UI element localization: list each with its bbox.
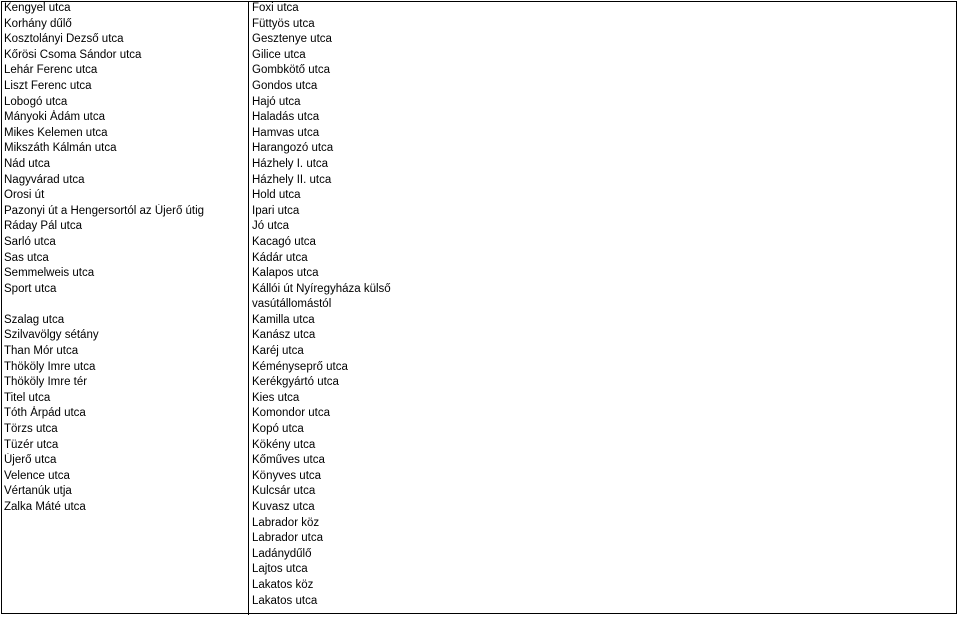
street-cell: Mányoki Ádám utca — [4, 111, 105, 124]
left-street-column — [4, 1, 246, 516]
column-divider — [248, 1, 249, 615]
street-cell: Vértanúk utja — [4, 485, 72, 498]
street-cell: Labrador köz — [252, 516, 320, 529]
street-cell: Sarló utca — [4, 235, 56, 248]
right-street-column — [252, 1, 462, 609]
street-cell: Kopó utca — [252, 423, 304, 436]
street-cell: Korhány dűlő — [4, 17, 72, 30]
street-cell: Szalag utca — [4, 313, 65, 326]
street-cell: Lakatos utca — [252, 594, 318, 607]
street-cell: Kuvasz utca — [252, 501, 315, 513]
street-cell: Kamilla utca — [252, 313, 315, 326]
street-cell: Pazonyi út a Hengersortól az Újerő útig — [4, 204, 205, 217]
street-cell: Harangozó utca — [252, 142, 334, 155]
street-cell: Könyves utca — [252, 469, 322, 482]
street-cell: Nagyvárad utca — [4, 173, 85, 186]
street-cell: Kies utca — [252, 391, 300, 404]
street-cell: Semmelweis utca — [4, 267, 95, 280]
street-cell: Ladánydűlő — [252, 547, 312, 560]
street-cell: Labrador utca — [252, 532, 323, 545]
street-cell: Kanász utca — [252, 329, 316, 342]
street-cell: Sas utca — [4, 251, 49, 264]
street-cell: Haladás utca — [252, 111, 320, 124]
street-cell: Kacagó utca — [252, 235, 316, 248]
street-cell: Ráday Pál utca — [4, 220, 82, 233]
street-cell: Kulcsár utca — [252, 485, 316, 498]
street-cell: Lehár Ferenc utca — [4, 64, 98, 77]
street-cell: Lajtos utca — [252, 563, 308, 576]
street-cell: Gondos utca — [252, 79, 318, 92]
street-cell: Gesztenye utca — [252, 33, 332, 46]
street-cell: Tüzér utca — [4, 438, 59, 451]
street-cell: Lobogó utca — [4, 95, 68, 108]
street-cell: Titel utca — [4, 391, 51, 404]
street-cell: Kőrösi Csoma Sándor utca — [4, 48, 142, 61]
street-cell: Liszt Ferenc utca — [4, 79, 92, 92]
street-cell: Hold utca — [252, 189, 301, 202]
street-cell: Mikszáth Kálmán utca — [4, 142, 117, 155]
street-cell: Gombkötő utca — [252, 64, 330, 77]
street-cell: Kerékgyártó utca — [252, 376, 339, 389]
street-cell: Hajó utca — [252, 95, 301, 108]
street-cell: Házhely I. utca — [252, 157, 329, 170]
street-cell: Thököly Imre tér — [4, 376, 88, 389]
street-cell: Tóth Árpád utca — [4, 407, 86, 420]
street-cell: Lakatos köz — [252, 578, 314, 591]
street-cell: Ipari utca — [252, 204, 300, 217]
street-cell: Házhely II. utca — [252, 173, 332, 186]
street-cell: Foxi utca — [252, 2, 299, 14]
street-cell: Kádár utca — [252, 251, 308, 264]
street-cell: Mikes Kelemen utca — [4, 126, 108, 139]
street-cell: Sport utca — [4, 282, 57, 295]
street-cell: Than Mór utca — [4, 345, 79, 358]
street-cell: Jó utca — [252, 220, 290, 233]
street-cell: Thököly Imre utca — [4, 360, 96, 373]
street-cell: Orosi út — [4, 189, 45, 202]
street-cell: Velence utca — [4, 469, 70, 482]
street-cell: Hamvas utca — [252, 126, 320, 139]
street-cell: Szilvavölgy sétány — [4, 329, 99, 342]
street-cell: Kökény utca — [252, 438, 316, 451]
street-cell: Törzs utca — [4, 423, 58, 436]
street-cell: Kengyel utca — [4, 2, 71, 14]
street-cell: Kéményseprő utca — [252, 360, 348, 373]
street-cell: Kállói út Nyíregyháza külső vasútállomástól — [252, 282, 391, 311]
street-cell: Kalapos utca — [252, 267, 319, 280]
street-cell: Kőműves utca — [252, 454, 325, 467]
street-cell: Újerő utca — [4, 454, 57, 467]
street-cell: Karéj utca — [252, 345, 304, 358]
street-cell: Zalka Máté utca — [4, 501, 86, 513]
street-cell: Komondor utca — [252, 407, 330, 420]
street-cell: Kosztolányi Dezső utca — [4, 33, 124, 46]
street-cell: Füttyös utca — [252, 17, 315, 30]
street-cell: Nád utca — [4, 157, 51, 170]
street-cell: Gilice utca — [252, 48, 306, 61]
